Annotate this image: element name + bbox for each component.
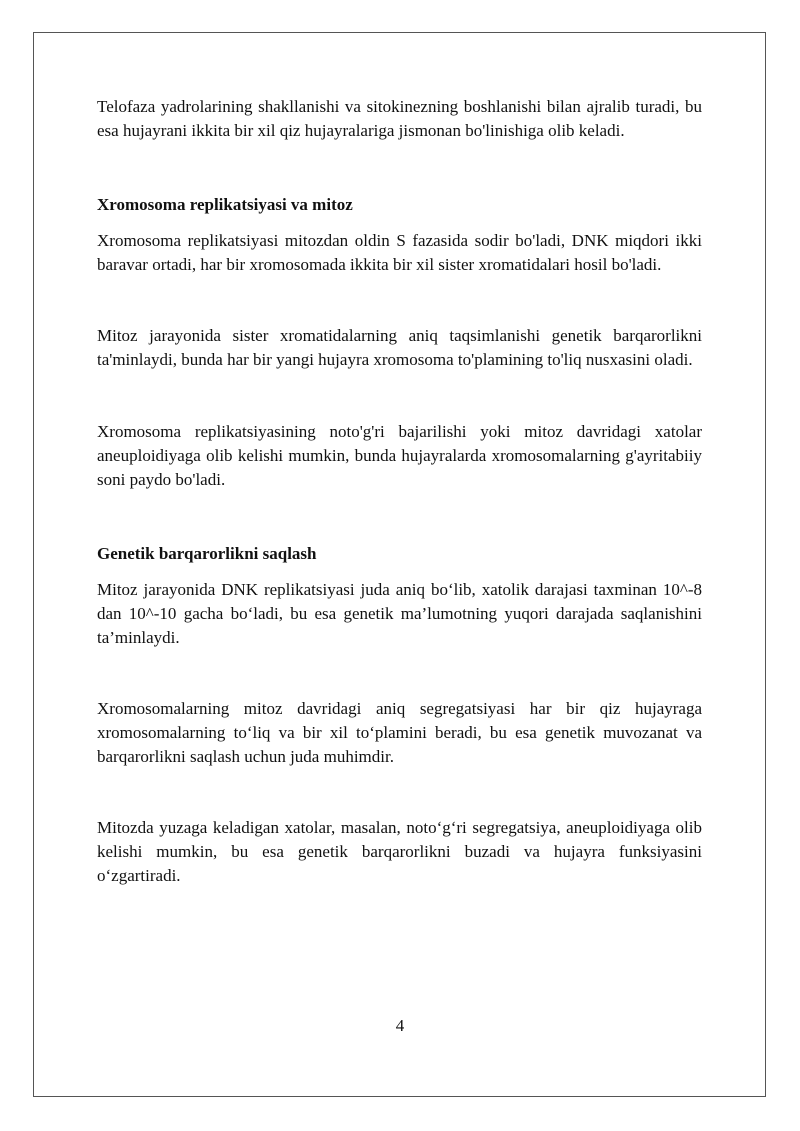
paragraph-dnk-replikatsiyasi: Mitoz jarayonida DNK replikatsiyasi juda aniq bo‘lib, xatolik darajasi taxminan 10^-8 dan 10^-10 gacha bo‘ladi, bu esa genetik ma’lumotning yuqori darajada saqlanishini ta’minlaydi. (97, 580, 702, 647)
page-content (97, 95, 702, 888)
paragraph-segregatsiya: Xromosomalarning mitoz davridagi aniq segregatsiyasi har bir qiz hujayraga xromosomalarning to‘liq va bir xil to‘plamini beradi, bu esa genetik muvozanat va barqarorlikni saqlash uchun juda muhimdir. (97, 699, 702, 766)
paragraph-aneuploidiya: Xromosoma replikatsiyasining noto'g'ri bajarilishi yoki mitoz davridagi xatolar aneuploidiyaga olib kelishi mumkin, bunda hujayralarda xromosomalarning g'ayritabiiy soni paydo bo'ladi. (97, 422, 702, 489)
paragraph-xromosoma-replikatsiyasi: Xromosoma replikatsiyasi mitozdan oldin S fazasida sodir bo'ladi, DNK miqdori ikki baravar ortadi, har bir xromosomada ikkita bir xil sister xromatidalari hosil bo'ladi. (97, 231, 702, 274)
paragraph-telofaza: Telofaza yadrolarining shakllanishi va sitokinezning boshlanishi bilan ajralib turadi, bu esa hujayrani ikkita bir xil qiz hujayralariga jismonan bo'linishiga olib keladi. (97, 97, 702, 140)
paragraph-sister-xromatidalar: Mitoz jarayonida sister xromatidalarning aniq taqsimlanishi genetik barqarorlikni ta'minlaydi, bunda har bir yangi hujayra xromosoma to'plamining to'liq nusxasini oladi. (97, 326, 702, 369)
heading-xromosoma-replikatsiyasi: Xromosoma replikatsiyasi va mitoz (97, 195, 353, 214)
paragraph-mitoz-xatolar: Mitozda yuzaga keladigan xatolar, masalan, noto‘g‘ri segregatsiya, aneuploidiyaga olib kelishi mumkin, bu esa genetik barqarorlikni buzadi va hujayra funksiyasini o‘zgartiradi. (97, 818, 702, 885)
page-number: 4 (395, 1016, 405, 1035)
heading-genetik-barqarorlik: Genetik barqarorlikni saqlash (97, 544, 317, 563)
